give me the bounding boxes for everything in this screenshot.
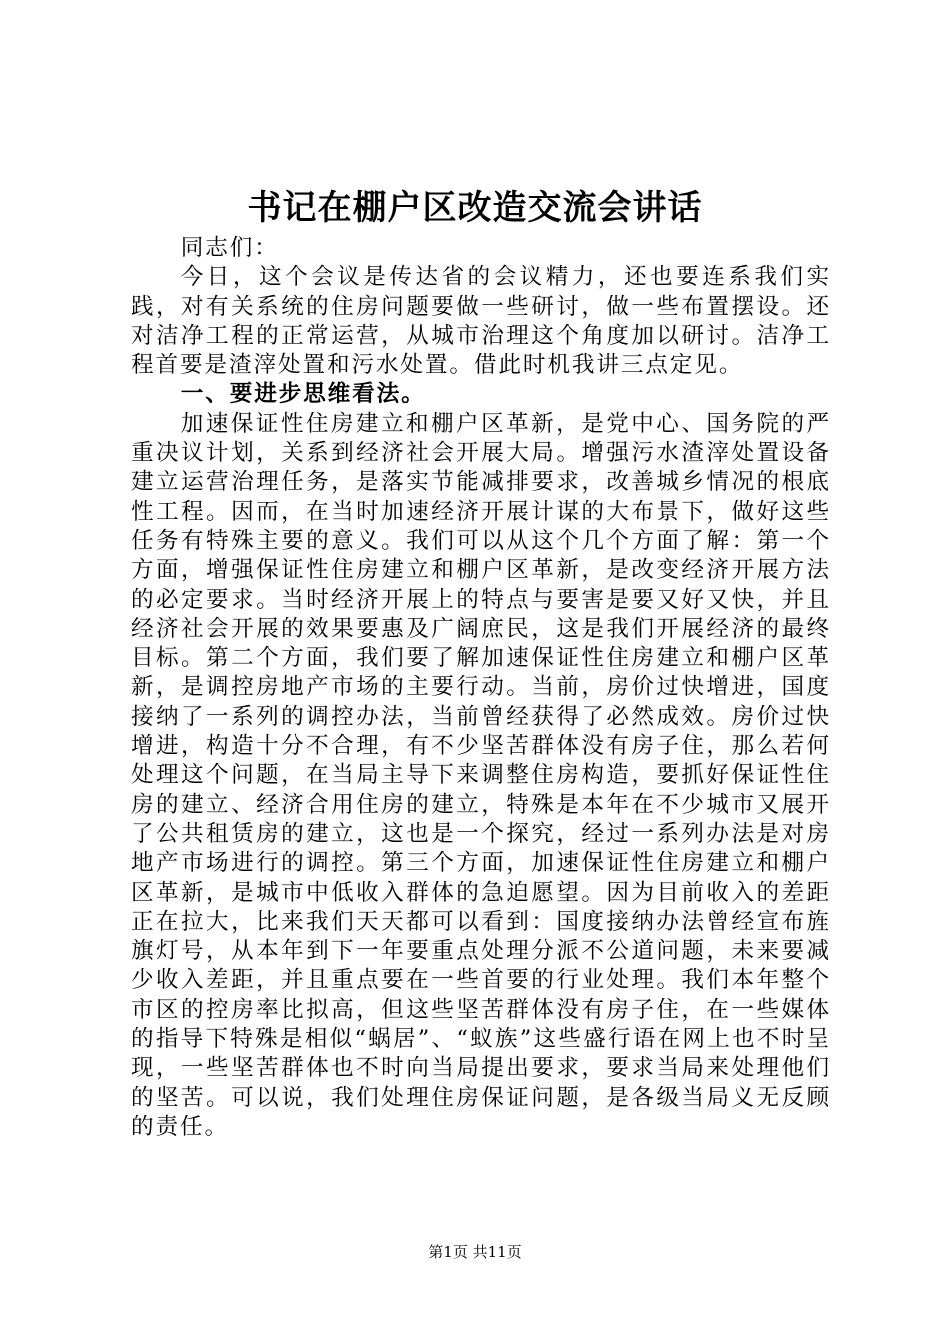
paragraph-body: 加速保证性住房建立和棚户区革新，是党中心、国务院的严重决议计划，关系到经济社会开展大局。增强污水渣滓处置设备建立运营治理任务，是落实节能减排要求，改善城乡情况的根底性工程。因而，在当时加速经济开展计谋的大布景下，做好这些任务有特殊主要的意义。我们可以从这个几个方面了解：第一个方面，增强保证性住房建立和棚户区革新，是改变经济开展方法的必定要求。当时经济开展上的特点与要害是要又好又快，并且经济社会开展的效果要惠及广阔庶民，这是我们开展经济的最终目标。第二个方面，我们要了解加速保证性住房建立和棚户区革新，是调控房地产市场的主要行动。当前，房价过快增进，国度接纳了一系列的调控办法，当前曾经获得了必然成效。房价过快增进，构造十分不合理，有不少坚苦群体没有房子住，那么若何处理这个问题，在当局主导下来调整住房构造，要抓好保证性住房的建立、经济合用住房的建立，特殊是本年在不少城市又展开了公共租赁房的建立，这也是一个探究，经过一系列办法是对房地产市场进行的调控。第三个方面，加速保证性住房建立和棚户区革新，是城市中低收入群体的急迫愿望。因为目前收入的差距正在拉大，比来我们天天都可以看到：国度接纳办法曾经宣布旌旗灯号，从本年到下一年要重点处理分派不公道问题，未来要减少收入差距，并且重点要在一些首要的行业处理。我们本年整个市区的控房率比拟高，但这些坚苦群体没有房子住，在一些媒体的指导下特殊是相似“蜗居”、“蚁族”这些盛行语在网上也不时呈现，一些坚苦群体也不时向当局提出要求，要求当局来处理他们的坚苦。可以说，我们处理住房保证问题，是各级当局义无反顾的责任。 — [131, 410, 831, 1140]
document-title: 书记在棚户区改造交流会讲话 — [247, 188, 703, 228]
document-body — [131, 234, 831, 1142]
page-footer: 第1页 共11页 — [428, 1243, 522, 1261]
section-heading-1: 一、要进步思维看法。 — [180, 381, 426, 408]
paragraph-intro: 今日，这个会议是传达省的会议精力，还也要连系我们实践，对有关系统的住房问题要做一些研讨，做一些布置摆设。还对洁净工程的正常运营，从城市治理这个角度加以研讨。洁净工程首要是渣滓处置和污水处置。借此时机我讲三点定见。 — [131, 264, 831, 379]
salutation: 同志们： — [180, 235, 279, 261]
